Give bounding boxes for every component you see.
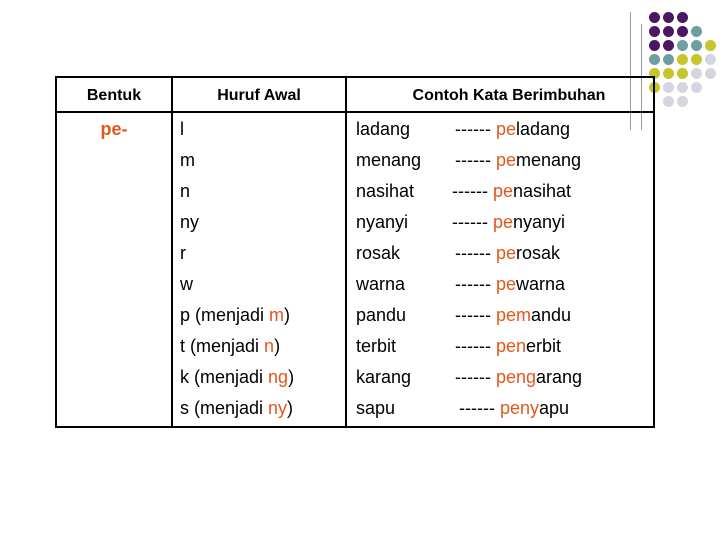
huruf-awal-cell	[180, 237, 186, 269]
decorative-dot	[705, 68, 716, 79]
derived-word-cell	[455, 268, 565, 300]
decorative-dot	[677, 40, 688, 51]
table-row	[57, 330, 653, 362]
decorative-dot	[691, 40, 702, 51]
decorative-dot	[691, 68, 702, 79]
decorative-dot	[663, 82, 674, 93]
bentuk-value: pe-	[100, 119, 128, 139]
derived-word-cell	[455, 237, 560, 269]
table-row	[57, 175, 653, 207]
derived-word-rest: rosak	[516, 243, 561, 263]
dash-separator: ------	[455, 305, 496, 325]
huruf-awal-suffix: )	[274, 336, 281, 356]
dash-separator: ------	[455, 243, 496, 263]
decorative-dot	[663, 40, 674, 51]
derived-word-rest: warna	[516, 274, 566, 294]
huruf-awal-change: ng	[268, 367, 289, 387]
huruf-awal-text: m	[180, 150, 195, 170]
dash-separator: ------	[455, 367, 496, 387]
derived-word-rest: ladang	[516, 119, 571, 139]
huruf-awal-text: r	[180, 243, 186, 263]
prefix-highlight: pe	[495, 150, 516, 170]
decorative-dot	[663, 54, 674, 65]
derived-word-cell	[455, 330, 561, 362]
huruf-awal-change: n	[264, 336, 275, 356]
prefix-highlight: peng	[495, 367, 537, 387]
table-row	[57, 237, 653, 269]
prefix-highlight: pe	[495, 243, 516, 263]
huruf-awal-text: ny	[180, 212, 200, 232]
huruf-awal-change: ny	[268, 398, 288, 418]
prefix-highlight: pem	[495, 305, 531, 325]
derived-word-rest: nyanyi	[513, 212, 566, 232]
huruf-awal-text: p (menjadi	[180, 305, 270, 325]
dash-separator: ------	[455, 336, 496, 356]
prefix-highlight: pe	[495, 119, 516, 139]
prefix-highlight: pe	[492, 181, 513, 201]
derived-word-cell	[452, 175, 571, 207]
decorative-dot	[649, 12, 660, 23]
derived-word-cell	[455, 113, 570, 145]
derived-word-cell	[455, 361, 582, 393]
decorative-dot	[649, 26, 660, 37]
huruf-awal-cell	[180, 361, 294, 393]
huruf-awal-cell	[180, 392, 293, 424]
huruf-awal-cell	[180, 175, 190, 207]
huruf-awal-text: k (menjadi	[180, 367, 269, 387]
huruf-awal-cell	[180, 206, 199, 238]
table-row	[57, 206, 653, 238]
base-word: karang	[356, 367, 412, 387]
huruf-awal-suffix: )	[284, 305, 291, 325]
decorative-dot	[691, 82, 702, 93]
base-word: nyanyi	[356, 212, 409, 232]
decorative-dot	[663, 12, 674, 23]
derived-word-rest: nasihat	[513, 181, 572, 201]
table-row	[57, 268, 653, 300]
huruf-awal-cell	[180, 330, 280, 362]
decorative-dot	[677, 96, 688, 107]
table-header-row	[57, 78, 653, 113]
decorative-dot	[677, 26, 688, 37]
derived-word-cell	[452, 206, 565, 238]
base-word: warna	[356, 274, 406, 294]
huruf-awal-text: w	[180, 274, 193, 294]
base-word: ladang	[356, 119, 411, 139]
table-row	[57, 144, 653, 176]
huruf-awal-text: s (menjadi	[180, 398, 269, 418]
derived-word-cell	[455, 299, 571, 331]
prefix-highlight: pen	[495, 336, 527, 356]
table-row	[57, 113, 653, 145]
table-row	[57, 392, 653, 424]
prefix-highlight: peny	[499, 398, 540, 418]
dash-separator: ------	[455, 150, 496, 170]
huruf-awal-suffix: )	[288, 367, 295, 387]
dash-separator: ------	[452, 181, 493, 201]
huruf-awal-cell	[180, 113, 184, 145]
decorative-dot	[691, 26, 702, 37]
header-contoh-kata: Contoh Kata Berimbuhan	[412, 87, 606, 104]
dash-separator: ------	[459, 398, 500, 418]
dash-separator: ------	[455, 119, 496, 139]
decorative-dot	[663, 96, 674, 107]
decorative-dot	[663, 26, 674, 37]
huruf-awal-text: n	[180, 181, 191, 201]
derived-word-rest: apu	[539, 398, 570, 418]
huruf-awal-cell	[180, 268, 193, 300]
base-word: rosak	[356, 243, 401, 263]
base-word: terbit	[356, 336, 397, 356]
header-huruf-awal: Huruf Awal	[217, 87, 301, 104]
prefix-highlight: pe	[492, 212, 513, 232]
derived-word-rest: erbit	[526, 336, 562, 356]
huruf-awal-change: m	[269, 305, 285, 325]
dash-separator: ------	[452, 212, 493, 232]
imbuhan-table	[55, 76, 655, 428]
decorative-dot	[677, 68, 688, 79]
decorative-dot	[649, 40, 660, 51]
decorative-dot	[677, 54, 688, 65]
decorative-dot	[691, 54, 702, 65]
dash-separator: ------	[455, 274, 496, 294]
derived-word-rest: arang	[536, 367, 583, 387]
decorative-dot	[663, 68, 674, 79]
huruf-awal-text: t (menjadi	[180, 336, 265, 356]
huruf-awal-cell	[180, 144, 195, 176]
huruf-awal-text: l	[180, 119, 184, 139]
huruf-awal-suffix: )	[287, 398, 294, 418]
derived-word-cell	[455, 144, 581, 176]
derived-word-rest: menang	[516, 150, 582, 170]
base-word: menang	[356, 150, 422, 170]
derived-word-cell	[459, 392, 569, 424]
table-row	[57, 361, 653, 393]
decorative-dot	[705, 40, 716, 51]
decorative-dot	[677, 12, 688, 23]
huruf-awal-cell	[180, 299, 290, 331]
base-word: sapu	[356, 398, 396, 418]
prefix-highlight: pe	[495, 274, 516, 294]
decorative-dot	[705, 54, 716, 65]
header-bentuk: Bentuk	[86, 87, 142, 104]
base-word: pandu	[356, 305, 407, 325]
base-word: nasihat	[356, 181, 415, 201]
table-row	[57, 299, 653, 331]
decorative-dot	[649, 54, 660, 65]
decorative-dot	[677, 82, 688, 93]
derived-word-rest: andu	[530, 305, 572, 325]
